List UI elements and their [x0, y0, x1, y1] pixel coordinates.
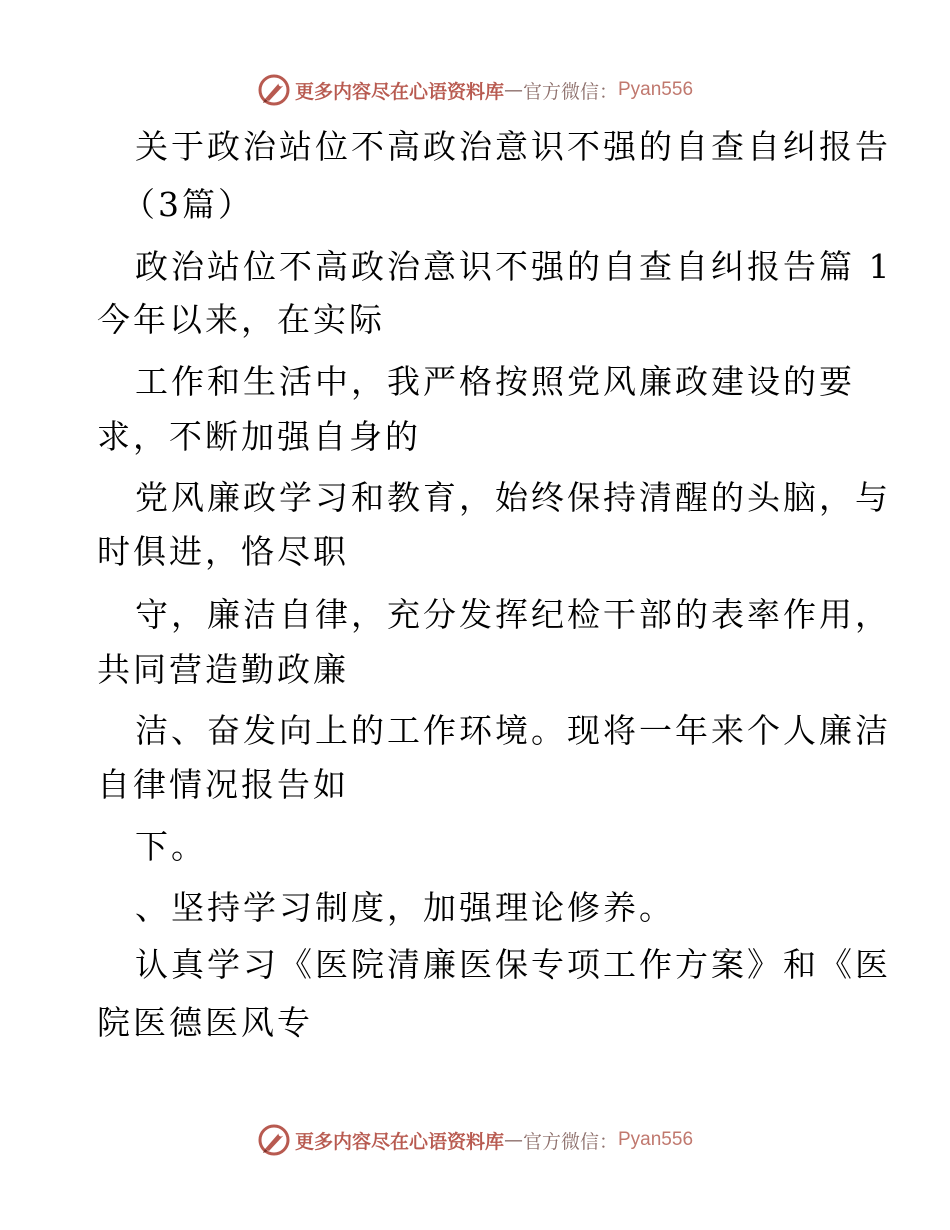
watermark-dash: — [503, 1129, 523, 1151]
watermark-wechat-id: Pyan556 [618, 1129, 694, 1150]
watermark-site-name: 更多内容尽在心语资料库 [294, 1130, 504, 1153]
pen-logo-icon [257, 73, 291, 107]
watermark-wechat-id: Pyan556 [618, 79, 694, 100]
text-line: 自律情况报告如 [97, 765, 349, 804]
watermark-official-label: 官方微信： [522, 1130, 618, 1153]
text-line: 院医德医风专 [97, 1003, 313, 1042]
text-line: 洁、奋发向上的工作环境。现将一年来个人廉洁 [135, 711, 891, 750]
text-line: 求，不断加强自身的 [97, 417, 421, 456]
text-line: 时俱进，恪尽职 [97, 532, 349, 571]
document-title-count: （3篇） [122, 185, 254, 224]
watermark-site-name: 更多内容尽在心语资料库 [294, 80, 504, 103]
text-line: 共同营造勤政廉 [97, 650, 349, 689]
footer-watermark [0, 1120, 950, 1160]
text-line: 下。 [135, 827, 207, 866]
document-title: 关于政治站位不高政治意识不强的自查自纠报告 [135, 127, 891, 166]
watermark-official-label: 官方微信： [522, 80, 618, 103]
watermark-dash: — [503, 79, 523, 101]
header-watermark [0, 70, 950, 110]
text-line: 、坚持学习制度，加强理论修养。 [135, 888, 675, 927]
text-line: 工作和生活中，我严格按照党风廉政建设的要 [135, 362, 855, 401]
text-line: 认真学习《医院清廉医保专项工作方案》和《医 [135, 945, 891, 984]
text-line: 党风廉政学习和教育，始终保持清醒的头脑，与 [135, 478, 891, 517]
text-line: 守，廉洁自律，充分发挥纪检干部的表率作用， [135, 595, 891, 634]
text-line: 今年以来，在实际 [97, 300, 385, 339]
text-line: 政治站位不高政治意识不强的自查自纠报告篇 1 [135, 247, 893, 286]
pen-logo-icon [257, 1123, 291, 1157]
